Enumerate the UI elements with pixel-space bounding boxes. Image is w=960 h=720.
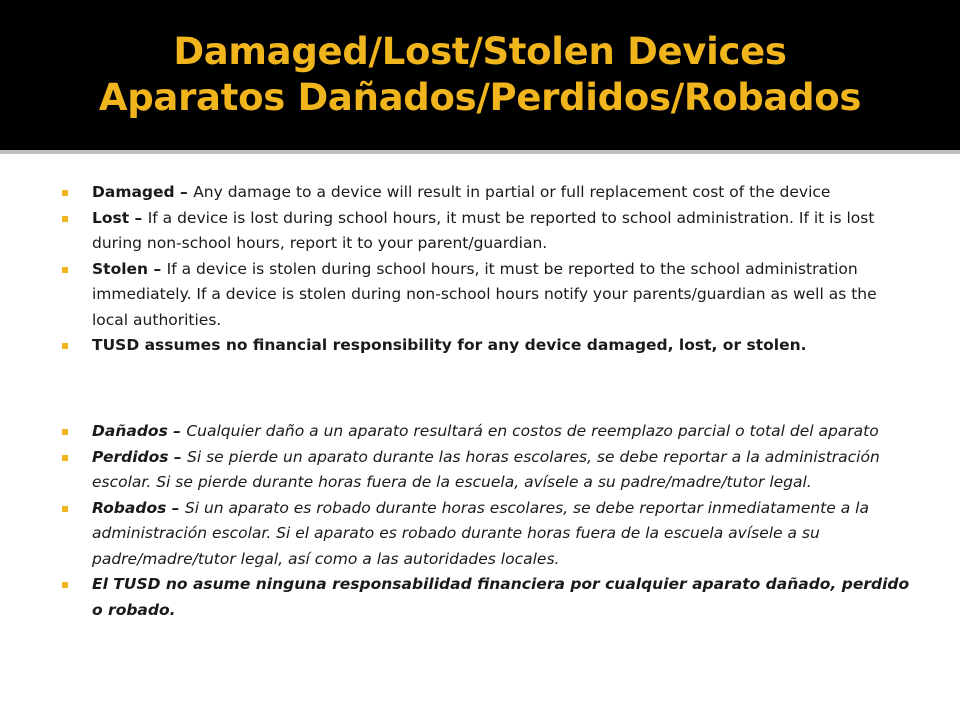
bullet-text: TUSD assumes no financial responsibility for any device damaged, lost, or stolen. [92, 336, 807, 354]
title-bar [0, 0, 960, 150]
bullet-term: Stolen – [92, 259, 167, 278]
bullet-text: Si un aparato es robado durante horas escolares, se debe reportar inmediatamente a la administración escolar. Si el aparato es robado durante horas fuera de la escuela avísele a su padre/madre/tutor legal, así como a las autoridades locales. [92, 498, 869, 568]
square-bullet-icon [62, 267, 68, 273]
bullet-text: If a device is stolen during school hours, it must be reported to the school administration immediately. If a device is stolen during non-school hours notify your parents/guardian as well as the local authorities. [92, 259, 877, 329]
english-bullet-list [60, 180, 915, 359]
bullet-robados [60, 496, 910, 573]
bullet-damaged [60, 180, 915, 206]
square-bullet-icon [62, 455, 68, 461]
square-bullet-icon [62, 582, 68, 588]
bullet-term: Perdidos – [92, 447, 188, 466]
square-bullet-icon [62, 343, 68, 349]
bullet-term: Damaged – [92, 183, 194, 201]
title-divider [0, 150, 960, 154]
bullet-lost [60, 206, 915, 257]
bullet-term: Robados – [92, 498, 185, 517]
square-bullet-icon [62, 429, 68, 435]
bullet-tusd-disclaimer [60, 333, 915, 359]
bullet-text: Cualquier daño a un aparato resultará en costos de reemplazo parcial o total del aparato [186, 422, 879, 440]
bullet-stolen [60, 257, 915, 334]
bullet-perdidos [60, 445, 910, 496]
bullet-danados [60, 419, 910, 445]
spanish-bullet-list [60, 419, 910, 623]
square-bullet-icon [62, 190, 68, 196]
bullet-text: Si se pierde un aparato durante las horas escolares, se debe reportar a la administración escolar. Si se pierde durante horas fuera de la escuela, avísele a su padre/madre/tutor legal. [92, 447, 880, 491]
slide-title-spanish: Aparatos Dañados/Perdidos/Robados [98, 76, 862, 119]
bullet-text: El TUSD no asume ninguna responsabilidad financiera por cualquier aparato dañado, perdido o robado. [92, 575, 910, 619]
bullet-term: Lost – [92, 208, 148, 227]
square-bullet-icon [62, 216, 68, 222]
bullet-tusd-descargo [60, 572, 910, 623]
bullet-text: Any damage to a device will result in partial or full replacement cost of the device [193, 183, 831, 201]
bullet-term: Dañados – [92, 422, 187, 440]
bullet-text: If a device is lost during school hours, it must be reported to school administration. If it is lost during non-school hours, report it to your parent/guardian. [92, 208, 875, 252]
square-bullet-icon [62, 506, 68, 512]
slide-title-english: Damaged/Lost/Stolen Devices [173, 30, 787, 73]
